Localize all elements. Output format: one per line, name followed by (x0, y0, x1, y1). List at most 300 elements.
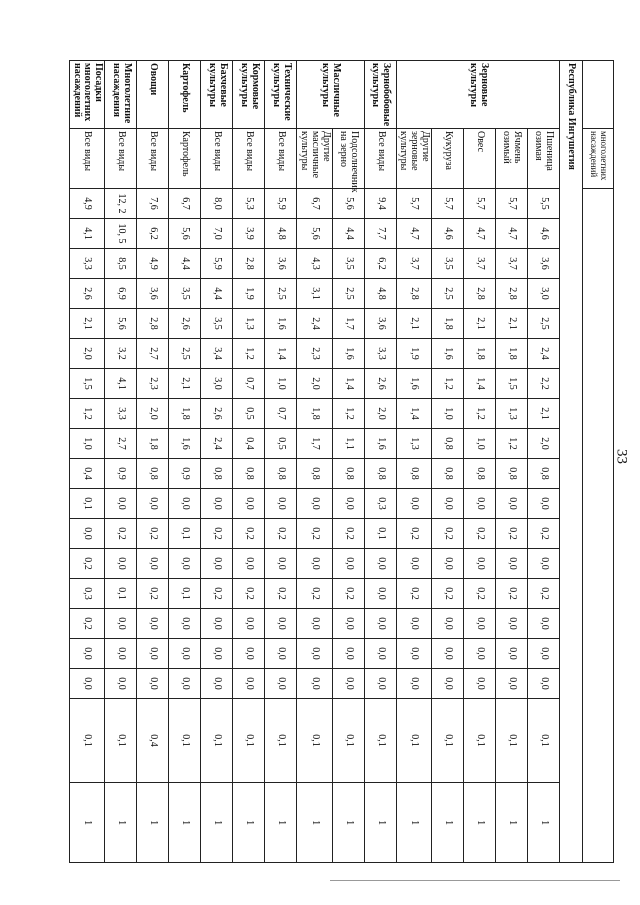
value-cell: 4,3 (297, 249, 332, 279)
value-cell: 0,0 (297, 609, 332, 639)
value-cell: 0,0 (528, 549, 560, 579)
table-rotation-frame (71, 60, 614, 862)
crop-type-cell: Все виды (265, 129, 297, 189)
value-cell: 0,0 (528, 609, 560, 639)
value-cell: 0,4 (137, 699, 169, 783)
value-cell: 1,9 (396, 339, 431, 369)
value-cell: 0,0 (396, 489, 431, 519)
value-cell: 1 (69, 783, 104, 863)
value-cell: 2,0 (364, 399, 396, 429)
value-cell: 3,0 (528, 279, 560, 309)
value-cell: 2,8 (137, 309, 169, 339)
value-cell: 2,5 (528, 309, 560, 339)
value-cell: 0,2 (69, 549, 104, 579)
value-cell: 2,3 (137, 369, 169, 399)
value-cell: 4,8 (364, 279, 396, 309)
value-cell: 2,1 (169, 369, 201, 399)
table-row (137, 61, 169, 863)
value-cell: 1 (233, 783, 265, 863)
crop-group-cell: Масличные культуры (297, 61, 364, 129)
value-cell: 0,0 (169, 489, 201, 519)
value-cell: 6,2 (364, 249, 396, 279)
value-cell: 5,5 (528, 189, 560, 219)
crop-type-cell: Овес (464, 129, 496, 189)
crop-type-cell: Все виды (201, 129, 233, 189)
value-cell: 0,1 (105, 699, 137, 783)
value-cell: 0,0 (201, 549, 233, 579)
value-cell: 1,2 (432, 369, 464, 399)
value-cell: 1,5 (496, 369, 528, 399)
value-cell: 1,3 (396, 429, 431, 459)
value-cell: 2,8 (464, 279, 496, 309)
value-cell: 3,3 (364, 339, 396, 369)
value-cell: 0,2 (69, 609, 104, 639)
value-cell: 0,4 (69, 459, 104, 489)
value-cell: 0,0 (69, 519, 104, 549)
value-cell: 2,4 (201, 429, 233, 459)
value-cell: 0,2 (233, 579, 265, 609)
value-cell: 1,2 (332, 399, 364, 429)
value-cell: 7,0 (201, 219, 233, 249)
value-cell: 6,7 (297, 189, 332, 219)
value-cell: 0,0 (265, 669, 297, 699)
value-cell: 0,0 (528, 669, 560, 699)
value-cell: 0,0 (105, 669, 137, 699)
crop-type-cell: Все виды (364, 129, 396, 189)
value-cell: 0,0 (364, 609, 396, 639)
value-cell: 1 (265, 783, 297, 863)
value-cell: 0,0 (105, 609, 137, 639)
value-cell: 0,0 (496, 639, 528, 669)
value-cell: 5,7 (432, 189, 464, 219)
value-cell: 0,1 (364, 519, 396, 549)
value-cell: 0,0 (528, 489, 560, 519)
value-cell: 0,0 (528, 639, 560, 669)
value-cell: 1,5 (69, 369, 104, 399)
value-cell: 0,0 (364, 549, 396, 579)
region-name: Республика Ингушетия (560, 61, 583, 863)
value-cell: 0,1 (169, 699, 201, 783)
crop-group-cell: Овощи (137, 61, 169, 129)
crop-group-cell: Бахчевые культуры (201, 61, 233, 129)
crop-type-cell: Кукуруза (432, 129, 464, 189)
value-cell: 1,2 (233, 339, 265, 369)
value-cell: 3,4 (201, 339, 233, 369)
value-cell: 1,8 (464, 339, 496, 369)
header-blank-cell (583, 61, 614, 129)
value-cell: 0,8 (396, 459, 431, 489)
value-cell: 0,0 (464, 549, 496, 579)
table-row (201, 61, 233, 863)
crop-type-cell: Все виды (69, 129, 104, 189)
value-cell: 0,1 (464, 699, 496, 783)
value-cell: 2,0 (528, 429, 560, 459)
value-cell: 1 (432, 783, 464, 863)
value-cell: 0,8 (432, 459, 464, 489)
value-cell: 1,2 (69, 399, 104, 429)
crop-type-cell: Картофель (169, 129, 201, 189)
value-cell: 0,0 (496, 669, 528, 699)
crop-type-cell: Все виды (137, 129, 169, 189)
crop-group-cell: Технические культуры (265, 61, 297, 129)
value-cell: 0,0 (496, 549, 528, 579)
value-cell: 0,0 (396, 639, 431, 669)
value-cell: 1,2 (496, 429, 528, 459)
value-cell: 0,3 (69, 579, 104, 609)
value-cell: 0,0 (169, 609, 201, 639)
value-cell: 1 (201, 783, 233, 863)
value-cell: 0,2 (265, 519, 297, 549)
value-cell: 3,6 (265, 249, 297, 279)
header-row (583, 61, 614, 863)
value-cell: 1,3 (496, 399, 528, 429)
value-cell: 1,3 (233, 309, 265, 339)
value-cell: 0,0 (432, 609, 464, 639)
value-cell: 0,0 (432, 489, 464, 519)
table-row (432, 61, 464, 863)
value-cell: 0,8 (201, 459, 233, 489)
value-cell: 0,2 (528, 579, 560, 609)
value-cell: 0,0 (464, 489, 496, 519)
value-cell: 2,1 (528, 399, 560, 429)
region-row (560, 61, 583, 863)
value-cell: 1 (364, 783, 396, 863)
value-cell: 3,7 (496, 249, 528, 279)
value-cell: 0,8 (137, 459, 169, 489)
table-row (265, 61, 297, 863)
value-cell: 0,0 (496, 489, 528, 519)
value-cell: 8,5 (105, 249, 137, 279)
value-cell: 0,2 (137, 519, 169, 549)
value-cell: 0,1 (233, 699, 265, 783)
value-cell: 0,1 (297, 699, 332, 783)
value-cell: 2,4 (297, 309, 332, 339)
value-cell: 4,6 (432, 219, 464, 249)
value-cell: 2,5 (265, 279, 297, 309)
value-cell: 0,0 (233, 639, 265, 669)
value-cell: 0,0 (496, 609, 528, 639)
crop-group-cell: Зерновые культуры (396, 61, 559, 129)
value-cell: 2,3 (297, 339, 332, 369)
crop-group-cell: Кормовые культуры (233, 61, 265, 129)
value-cell: 3,3 (69, 249, 104, 279)
value-cell: 0,2 (396, 519, 431, 549)
value-cell: 1,8 (137, 429, 169, 459)
value-cell: 0,8 (464, 459, 496, 489)
value-cell: 4,4 (169, 249, 201, 279)
value-cell: 0,1 (169, 519, 201, 549)
value-cell: 1,7 (332, 309, 364, 339)
value-cell: 2,7 (105, 429, 137, 459)
value-cell: 0,0 (233, 609, 265, 639)
value-cell: 0,0 (364, 579, 396, 609)
value-cell: 0,2 (528, 519, 560, 549)
value-cell: 0,8 (233, 459, 265, 489)
value-cell: 2,7 (137, 339, 169, 369)
value-cell: 0,0 (137, 639, 169, 669)
value-cell: 1,8 (496, 339, 528, 369)
value-cell: 0,1 (396, 699, 431, 783)
value-cell: 0,0 (464, 669, 496, 699)
value-cell: 0,8 (297, 459, 332, 489)
value-cell: 0,0 (105, 489, 137, 519)
value-cell: 0,0 (105, 549, 137, 579)
value-cell: 5,3 (233, 189, 265, 219)
value-cell: 0,2 (432, 519, 464, 549)
value-cell: 0,0 (265, 609, 297, 639)
table-row (396, 61, 431, 863)
value-cell: 0,0 (464, 639, 496, 669)
value-cell: 1 (137, 783, 169, 863)
value-cell: 1,0 (464, 429, 496, 459)
value-cell: 2,8 (396, 279, 431, 309)
value-cell: 0,2 (432, 579, 464, 609)
value-cell: 0,0 (297, 669, 332, 699)
value-cell: 0,2 (396, 579, 431, 609)
value-cell: 0,2 (137, 579, 169, 609)
table-row (464, 61, 496, 863)
table-row (233, 61, 265, 863)
value-cell: 2,6 (201, 399, 233, 429)
value-cell: 7,7 (364, 219, 396, 249)
value-cell: 0,0 (297, 549, 332, 579)
value-cell: 1,1 (332, 429, 364, 459)
table-row (528, 61, 560, 863)
value-cell: 2,2 (528, 369, 560, 399)
value-cell: 4,8 (265, 219, 297, 249)
value-cell: 0,0 (169, 639, 201, 669)
value-cell: 0,0 (201, 489, 233, 519)
value-cell: 10, 5 (105, 219, 137, 249)
value-cell: 5,7 (396, 189, 431, 219)
value-cell: 0,1 (69, 489, 104, 519)
value-cell: 0,1 (332, 699, 364, 783)
value-cell: 0,1 (201, 699, 233, 783)
value-cell: 6,7 (169, 189, 201, 219)
rotated-page-content (71, 60, 614, 862)
value-cell: 1,0 (265, 369, 297, 399)
value-cell: 0,0 (233, 489, 265, 519)
value-cell: 0,4 (233, 429, 265, 459)
value-cell: 1,2 (464, 399, 496, 429)
value-cell: 3,7 (396, 249, 431, 279)
value-cell: 0,0 (265, 489, 297, 519)
crop-group-cell: Посадки многолетних насаждений (69, 61, 104, 129)
value-cell: 0,2 (105, 519, 137, 549)
value-cell: 0,2 (297, 579, 332, 609)
value-cell: 2,1 (69, 309, 104, 339)
value-cell: 1 (464, 783, 496, 863)
value-cell: 0,2 (201, 519, 233, 549)
value-cell: 4,9 (69, 189, 104, 219)
value-cell: 3,6 (364, 309, 396, 339)
crop-type-cell: Другие зерновые культуры (396, 129, 431, 189)
table-row (332, 61, 364, 863)
value-cell: 0,1 (69, 699, 104, 783)
value-cell: 0,0 (169, 549, 201, 579)
value-cell: 0,0 (332, 549, 364, 579)
value-cell: 0,5 (233, 399, 265, 429)
value-cell: 0,0 (69, 639, 104, 669)
value-cell: 0,0 (169, 669, 201, 699)
value-cell: 0,2 (464, 579, 496, 609)
table-row (169, 61, 201, 863)
value-cell: 5,6 (105, 309, 137, 339)
value-cell: 4,1 (105, 369, 137, 399)
value-cell: 0,0 (137, 549, 169, 579)
value-cell: 0,0 (137, 669, 169, 699)
value-cell: 1 (105, 783, 137, 863)
value-cell: 1,6 (332, 339, 364, 369)
value-cell: 1 (528, 783, 560, 863)
value-cell: 3,1 (297, 279, 332, 309)
value-cell: 1,4 (265, 339, 297, 369)
value-cell: 0,8 (496, 459, 528, 489)
value-cell: 0,2 (233, 519, 265, 549)
value-cell: 2,5 (432, 279, 464, 309)
value-cell: 5,6 (169, 219, 201, 249)
value-cell: 1,8 (432, 309, 464, 339)
value-cell: 4,9 (137, 249, 169, 279)
value-cell: 0,0 (265, 549, 297, 579)
value-cell: 0,0 (396, 549, 431, 579)
value-cell: 1,4 (332, 369, 364, 399)
value-cell: 0,9 (169, 459, 201, 489)
crop-type-cell: Подсолнечник на зерно (332, 129, 364, 189)
value-cell: 1,0 (432, 399, 464, 429)
value-cell: 0,0 (332, 489, 364, 519)
value-cell: 4,4 (201, 279, 233, 309)
value-cell: 2,8 (496, 279, 528, 309)
value-cell: 0,1 (528, 699, 560, 783)
value-cell: 0,1 (105, 579, 137, 609)
value-cell: 0,8 (432, 429, 464, 459)
value-cell: 2,0 (137, 399, 169, 429)
value-cell: 0,0 (105, 639, 137, 669)
value-cell: 0,0 (364, 639, 396, 669)
value-cell: 4,1 (69, 219, 104, 249)
crop-group-cell: Картофель (169, 61, 201, 129)
header-empty-span (583, 189, 614, 863)
value-cell: 3,6 (528, 249, 560, 279)
value-cell: 3,5 (201, 309, 233, 339)
value-cell: 1 (297, 783, 332, 863)
value-cell: 2,6 (169, 309, 201, 339)
value-cell: 1,8 (169, 399, 201, 429)
value-cell: 0,0 (201, 609, 233, 639)
value-cell: 0,0 (332, 639, 364, 669)
crop-type-cell: Все виды (233, 129, 265, 189)
value-cell: 12, 2 (105, 189, 137, 219)
value-cell: 0,0 (332, 609, 364, 639)
value-cell: 3,3 (105, 399, 137, 429)
value-cell: 3,5 (169, 279, 201, 309)
value-cell: 1 (396, 783, 431, 863)
value-cell: 6,2 (137, 219, 169, 249)
value-cell: 0,7 (265, 399, 297, 429)
table-row (364, 61, 396, 863)
value-cell: 3,6 (137, 279, 169, 309)
header-text-cell: многолетних насаждений (583, 129, 614, 189)
value-cell: 1,6 (396, 369, 431, 399)
value-cell: 0,0 (233, 669, 265, 699)
value-cell: 6,9 (105, 279, 137, 309)
crop-group-cell: Многолетние насаждения (105, 61, 137, 129)
value-cell: 4,6 (528, 219, 560, 249)
value-cell: 0,8 (265, 459, 297, 489)
value-cell: 4,7 (496, 219, 528, 249)
value-cell: 0,1 (169, 579, 201, 609)
value-cell: 8,0 (201, 189, 233, 219)
value-cell: 4,4 (332, 219, 364, 249)
value-cell: 1,8 (297, 399, 332, 429)
value-cell: 5,7 (496, 189, 528, 219)
value-cell: 2,8 (233, 249, 265, 279)
crop-type-cell: Другие масличные культуры (297, 129, 332, 189)
value-cell: 5,6 (297, 219, 332, 249)
value-cell: 0,2 (332, 519, 364, 549)
value-cell: 0,0 (69, 669, 104, 699)
value-cell: 7,6 (137, 189, 169, 219)
value-cell: 2,0 (297, 369, 332, 399)
table-row (69, 61, 104, 863)
value-cell: 5,7 (464, 189, 496, 219)
value-cell: 0,0 (233, 549, 265, 579)
value-cell: 0,2 (201, 579, 233, 609)
value-cell: 0,0 (265, 639, 297, 669)
value-cell: 0,0 (297, 489, 332, 519)
value-cell: 0,1 (432, 699, 464, 783)
value-cell: 1,6 (169, 429, 201, 459)
value-cell: 0,7 (233, 369, 265, 399)
value-cell: 1,4 (464, 369, 496, 399)
value-cell: 2,1 (496, 309, 528, 339)
value-cell: 0,0 (432, 669, 464, 699)
value-cell: 4,7 (396, 219, 431, 249)
value-cell: 1,6 (265, 309, 297, 339)
table-row (297, 61, 332, 863)
value-cell: 0,0 (201, 669, 233, 699)
value-cell: 0,0 (137, 609, 169, 639)
value-cell: 0,0 (364, 669, 396, 699)
value-cell: 1,0 (69, 429, 104, 459)
value-cell: 3,2 (105, 339, 137, 369)
value-cell: 2,5 (169, 339, 201, 369)
value-cell: 0,5 (265, 429, 297, 459)
value-cell: 0,0 (432, 549, 464, 579)
value-cell: 1,9 (233, 279, 265, 309)
value-cell: 0,2 (297, 519, 332, 549)
value-cell: 4,7 (464, 219, 496, 249)
table-row (105, 61, 137, 863)
yield-coefficient-table (69, 60, 614, 863)
value-cell: 0,9 (105, 459, 137, 489)
crop-type-cell: Пшеница озимая (528, 129, 560, 189)
crop-type-cell: Все виды (105, 129, 137, 189)
value-cell: 5,9 (201, 249, 233, 279)
value-cell: 3,7 (464, 249, 496, 279)
value-cell: 2,6 (69, 279, 104, 309)
value-cell: 9,4 (364, 189, 396, 219)
value-cell: 3,5 (332, 249, 364, 279)
value-cell: 0,0 (137, 489, 169, 519)
footer-rule (330, 880, 620, 881)
value-cell: 3,0 (201, 369, 233, 399)
value-cell: 0,0 (297, 639, 332, 669)
value-cell: 2,1 (396, 309, 431, 339)
value-cell: 0,0 (464, 609, 496, 639)
value-cell: 3,9 (233, 219, 265, 249)
